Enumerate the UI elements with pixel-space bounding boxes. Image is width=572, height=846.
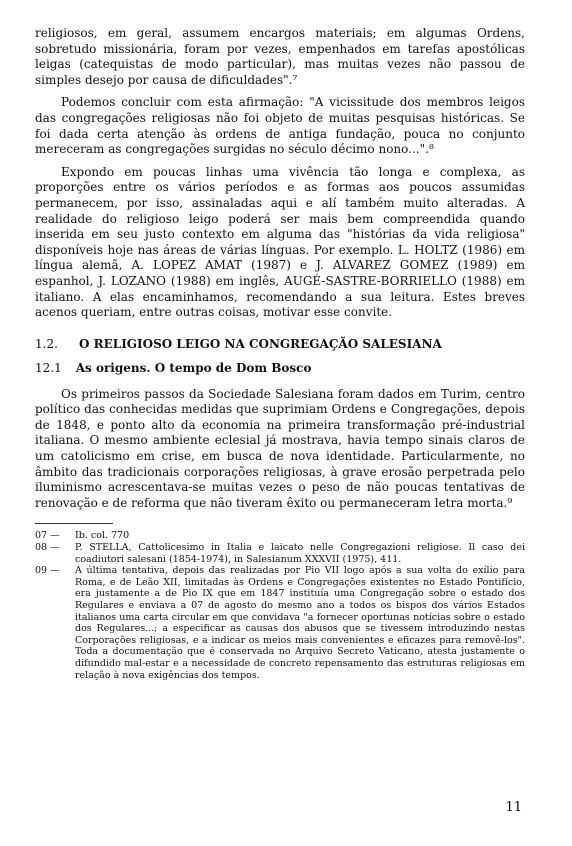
footnote-text: P. STELLA, Cattolicesimo in Italia e laicato nelle Congregazioni religiose. Il caso dei coadiutori salesani (1854-1974), in Salesianum XXXVII (1975), 411. bbox=[75, 542, 525, 565]
footnote-text: A última tentativa, depois das realizadas por Pio VII logo após a sua volta do exílio para Roma, e de Leão XII, limitadas às Ordens e Congregações existentes no Estado Pontifício, era justamente a de Pio IX que em 1847 instituía uma Congregação sobre o estado dos Regulares e enviava a 07 de agosto do mesmo ano a todos os bispos dos vários Estados italianos uma carta circular em que convidava "a fornecer oportunas notícias sobre o estado dos Regulares...; a especificar as causas dos abusos que se tivessem introduzindo nestas Corporações religiosas, e a indicar os meios mais convenientes e eficazes para removê-los". Toda a documentação que é conservada no Arquivo Secreto Vaticano, atesta justamente o difundido mal-estar e a necessidade de concreto repensamento das estruturas religiosas em relação à nova exigências dos tempos. bbox=[75, 565, 525, 681]
footnote-7 bbox=[35, 530, 525, 542]
subsection-number: 12.1 bbox=[35, 360, 62, 375]
footnote-rule bbox=[35, 523, 113, 524]
footnote-number: 07 — bbox=[35, 530, 60, 542]
document-page bbox=[35, 26, 525, 681]
section-title: O RELIGIOSO LEIGO NA CONGREGAÇÃO SALESIANA bbox=[79, 336, 442, 351]
paragraph-2: Podemos concluir com esta afirmação: "A vicissitude dos membros leigos das congregações religiosas não foi objeto de muitas pesquisas históricas. Se foi dada certa atenção às ordens de antiga fundação, pouca no conjunto mereceram as congregações surgidas no século décimo nono...".⁸ bbox=[35, 95, 525, 157]
footnote-number: 09 — bbox=[35, 565, 60, 577]
section-number: 1.2. bbox=[35, 336, 58, 351]
footnote-8 bbox=[35, 542, 525, 565]
paragraph-1: religiosos, em geral, assumem encargos materiais; em algumas Ordens, sobretudo missionária, foram por vezes, empenhados em tarefas apostólicas leigas (catequistas de modo particular), mas muitas vezes não passou de simples desejo por causa de dificuldades".⁷ bbox=[35, 26, 525, 87]
footnote-9 bbox=[35, 565, 525, 681]
subsection-title: As origens. O tempo de Dom Bosco bbox=[75, 360, 312, 375]
page-number: 11 bbox=[505, 800, 522, 815]
footnote-text: Ib. col. 770 bbox=[75, 530, 130, 542]
footnote-number: 08 — bbox=[35, 542, 60, 554]
paragraph-3: Expondo em poucas linhas uma vivência tão longa e complexa, as proporções entre os vários períodos e as formas aos poucos assumidas permanecem, por isso, assinaladas aqui e alí também muito alteradas. A realidade do religioso leigo poderá ser mais bem compreendida quando inserida em seu justo contexto em alguma das "histórias da vida religiosa" disponíveis hoje nas áreas de várias línguas. Por exemplo. L. HOLTZ (1986) em língua alemã, A. LOPEZ AMAT (1987) e J. ALVAREZ GOMEZ (1989) em espanhol, J. LOZANO (1988) em inglês, AUGÉ-SASTRE-BORRIELLO (1988) em italiano. A elas encaminhamos, recomendando a sua leitura. Estes breves acenos queriam, entre outras coisas, motivar esse convite. bbox=[35, 164, 525, 320]
subsection-heading bbox=[35, 361, 525, 375]
paragraph-4: Os primeiros passos da Sociedade Salesiana foram dados em Turim, centro político das conhecidas medidas que suprimiam Ordens e Congregações, depois de 1848, e ponto alto da economia na primeira transformação pré-industrial italiana. O mesmo ambiente eclesial já mostrava, havia tempo sinais claros de um catolicismo em crise, em busca de nova identidade. Particularmente, no âmbito das tradicionais corporações religiosas, à grave erosão perpetrada pelo iluminismo acrescentava-se muitas vezes o peso de não poucas tentativas de renovação e de reforma que não tiveram êxito ou permaneceram letra morta.⁹ bbox=[35, 386, 525, 510]
section-heading bbox=[35, 337, 525, 351]
